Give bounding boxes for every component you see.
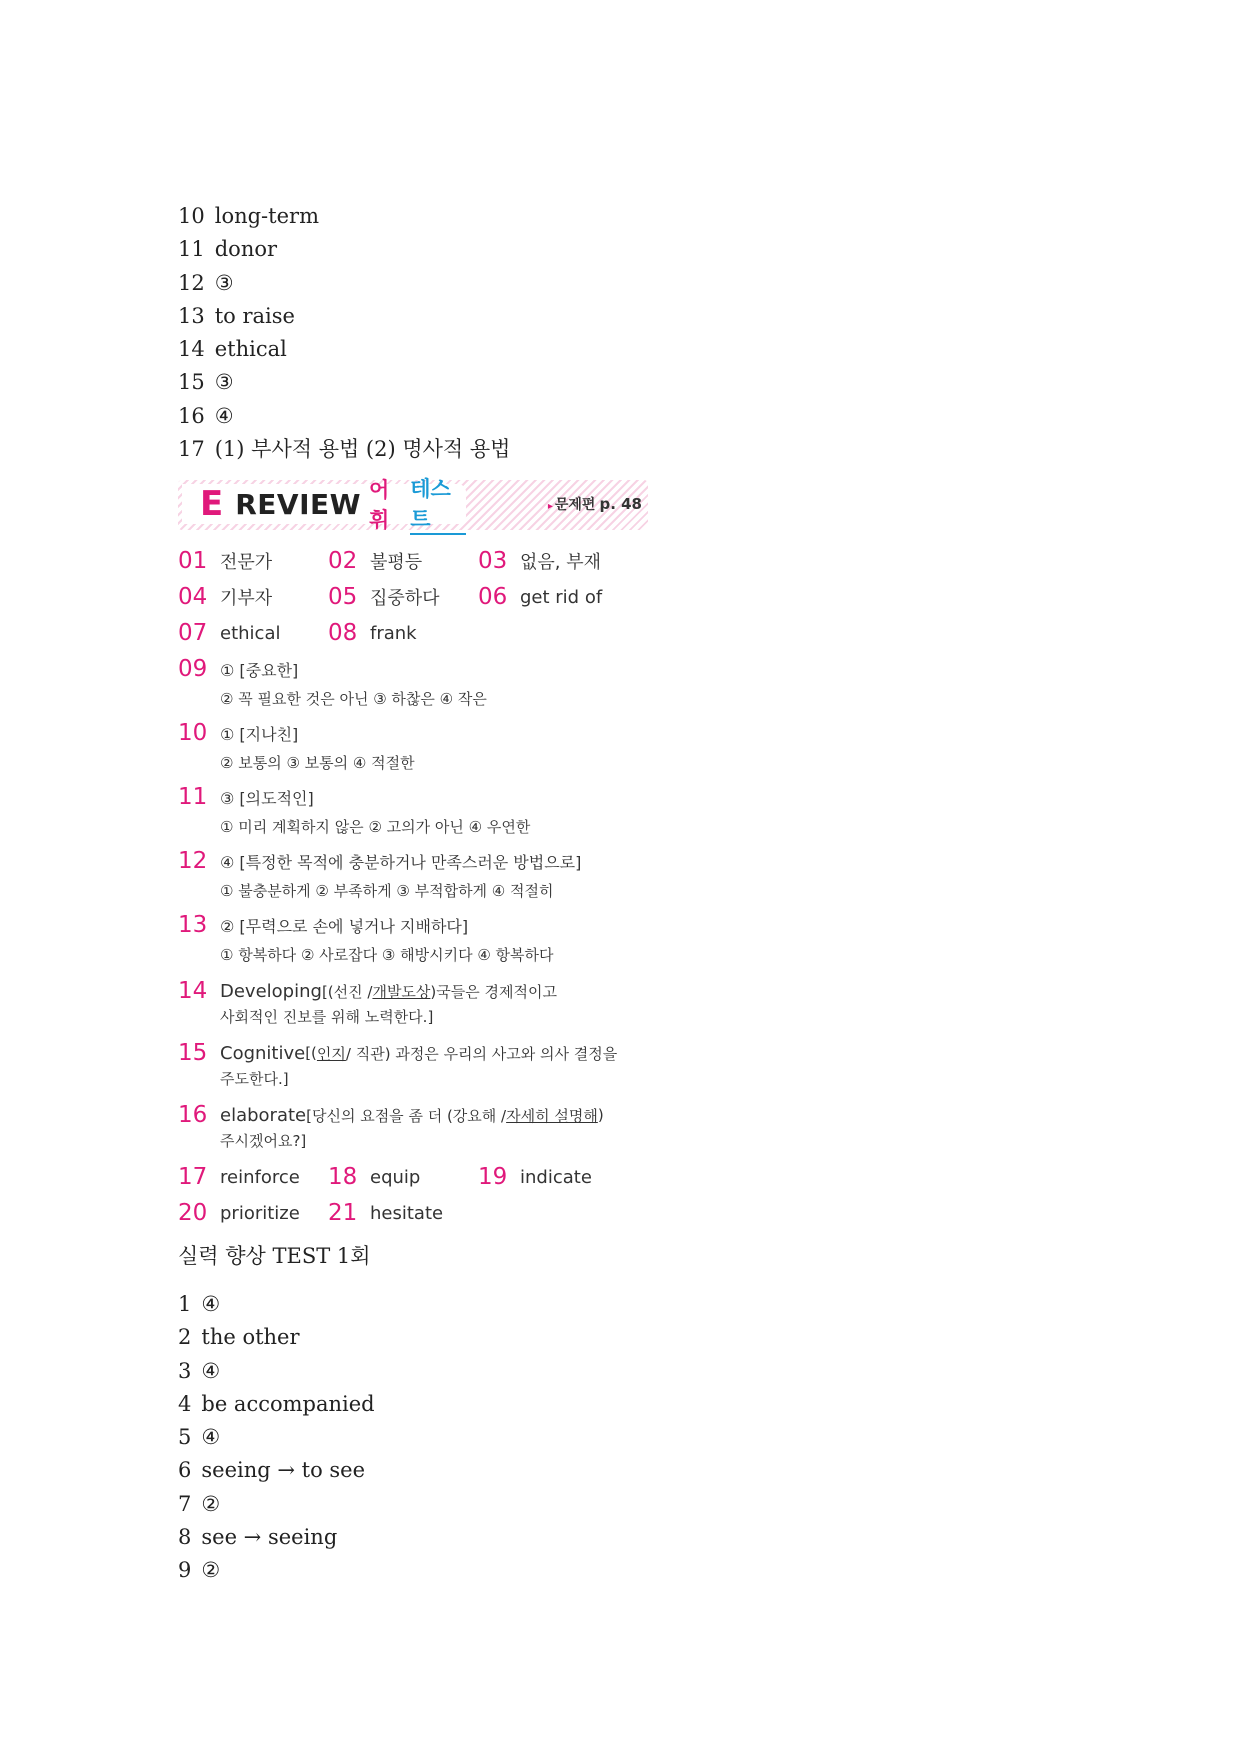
item-underlined-answer: 자세히 설명해 — [506, 1106, 598, 1125]
review-item — [178, 784, 314, 810]
item-sentence-cont: 주도한다.] — [220, 1070, 289, 1088]
item-sentence-part: )국들은 경제적이고 — [430, 982, 557, 1001]
answer-number: 14 — [178, 337, 205, 362]
item-number: 10 — [178, 720, 208, 746]
answer-text: ④ — [214, 403, 234, 428]
item-answer: ④ [특정한 목적에 충분하거나 만족스러운 방법으로] — [220, 852, 582, 872]
item-answer: ② [무력으로 손에 넣거나 지배하다] — [220, 916, 469, 936]
answer-text: be accompanied — [201, 1391, 375, 1416]
answer-text: (1) 부사적 용법 (2) 명사적 용법 — [214, 437, 511, 462]
answer-text: ② — [201, 1491, 221, 1516]
item-sentence-cont: 사회적인 진보를 위해 노력한다.] — [220, 1008, 434, 1026]
item-number: 18 — [328, 1164, 358, 1190]
item-sentence-part: [( — [305, 1044, 317, 1062]
answer-text: ③ — [214, 370, 234, 395]
answer-item — [178, 200, 510, 233]
answer-text: donor — [214, 237, 278, 262]
answer-text: ② — [201, 1558, 221, 1583]
answer-text: ③ — [214, 270, 234, 295]
item-sentence-cont: 주시겠어요?] — [220, 1132, 307, 1150]
answer-number: 8 — [178, 1525, 192, 1550]
item-number: 04 — [178, 584, 208, 610]
answer-number: 1 — [178, 1292, 192, 1316]
item-choices: ② 보통의 ③ 보통의 ④ 적절한 — [220, 754, 415, 772]
answer-item — [178, 1454, 375, 1487]
review-item — [478, 1164, 592, 1190]
answer-item — [178, 267, 510, 300]
item-text: 집중하다 — [370, 588, 440, 609]
item-text: 없음, 부재 — [520, 552, 601, 573]
banner-test-label: 테스트 — [410, 473, 466, 535]
answer-item — [178, 1521, 375, 1554]
review-banner — [178, 477, 648, 532]
item-number: 06 — [478, 584, 508, 610]
answer-text: seeing → to see — [201, 1458, 366, 1483]
item-number: 01 — [178, 548, 208, 574]
item-number: 16 — [178, 1102, 208, 1128]
answer-number: 15 — [178, 370, 205, 395]
answer-item — [178, 366, 510, 399]
banner-vocab-label: 어휘 — [369, 478, 390, 532]
section-letter: E — [200, 484, 224, 524]
item-number: 09 — [178, 656, 208, 682]
answer-list-top — [178, 200, 510, 466]
answer-item — [178, 233, 510, 266]
answer-text: long-term — [214, 204, 319, 228]
item-word: Cognitive — [220, 1042, 306, 1064]
item-text: 전문가 — [220, 552, 273, 573]
review-item — [328, 1200, 443, 1226]
item-word: Developing — [220, 980, 322, 1002]
answer-item — [178, 333, 510, 366]
item-number: 14 — [178, 978, 208, 1004]
item-number: 12 — [178, 848, 208, 874]
answer-item — [178, 1321, 375, 1354]
item-text: prioritize — [220, 1202, 300, 1224]
answer-item — [178, 1488, 375, 1521]
answer-item — [178, 433, 510, 466]
answer-list-bottom — [178, 1288, 375, 1588]
review-item — [178, 912, 468, 938]
review-item — [178, 1040, 617, 1066]
item-number: 05 — [328, 584, 358, 610]
review-item — [178, 620, 280, 646]
page-reference — [548, 494, 642, 514]
item-text: indicate — [520, 1166, 592, 1188]
answer-text: the other — [201, 1325, 300, 1350]
review-item — [178, 1164, 300, 1190]
answer-text: ④ — [201, 1292, 221, 1316]
answer-item — [178, 1355, 375, 1388]
answer-number: 11 — [178, 237, 205, 262]
answer-number: 7 — [178, 1491, 192, 1516]
answer-item — [178, 300, 510, 333]
answer-text: to raise — [214, 303, 295, 328]
review-item — [178, 656, 298, 682]
review-item — [478, 548, 601, 574]
review-item — [178, 548, 272, 574]
item-text: get rid of — [520, 586, 603, 608]
item-text: equip — [370, 1166, 421, 1188]
answer-number: 12 — [178, 270, 205, 295]
item-answer: ① [지나친] — [220, 724, 299, 744]
item-choices: ① 미리 계획하지 않은 ② 고의가 아닌 ④ 우연한 — [220, 818, 531, 836]
answer-number: 3 — [178, 1358, 192, 1383]
answer-number: 5 — [178, 1425, 192, 1450]
review-item — [328, 548, 422, 574]
item-underlined-answer: 개발도상 — [372, 982, 431, 1001]
answer-item — [178, 400, 510, 433]
review-item — [328, 620, 417, 646]
item-text: 기부자 — [220, 588, 273, 609]
review-item — [178, 978, 557, 1004]
answer-number: 2 — [178, 1325, 192, 1350]
review-item — [178, 1200, 300, 1226]
answer-item — [178, 1554, 375, 1587]
review-item — [178, 848, 581, 874]
item-sentence-part: [당신의 요점을 좀 더 (강요해 / — [306, 1106, 507, 1125]
triangle-right-icon: ▸ — [547, 501, 553, 512]
answer-number: 13 — [178, 303, 205, 328]
answer-item — [178, 1421, 375, 1454]
answer-number: 6 — [178, 1458, 192, 1483]
item-text: frank — [370, 622, 417, 644]
answer-text: ④ — [201, 1358, 221, 1383]
item-text: reinforce — [220, 1166, 300, 1188]
review-panel — [178, 477, 648, 1226]
answer-number: 4 — [178, 1391, 192, 1416]
review-item — [328, 1164, 420, 1190]
item-number: 02 — [328, 548, 358, 574]
item-number: 19 — [478, 1164, 508, 1190]
item-sentence-part: ) — [597, 1106, 604, 1124]
page-ref-number: p. 48 — [599, 495, 642, 513]
answer-item — [178, 1288, 375, 1321]
answer-text: see → seeing — [201, 1525, 338, 1550]
answer-item — [178, 1388, 375, 1421]
answer-number: 9 — [178, 1558, 192, 1583]
item-number: 17 — [178, 1164, 208, 1190]
answer-number: 17 — [178, 437, 205, 462]
item-word: elaborate — [220, 1104, 307, 1126]
answer-number: 10 — [178, 204, 205, 228]
banner-title-box — [182, 477, 466, 532]
page-ref-label: 문제편 — [554, 497, 596, 513]
item-choices: ① 항복하다 ② 사로잡다 ③ 해방시키다 ④ 항복하다 — [220, 946, 554, 964]
item-number: 15 — [178, 1040, 208, 1066]
item-number: 13 — [178, 912, 208, 938]
review-item — [178, 720, 298, 746]
item-choices: ② 꼭 필요한 것은 아닌 ③ 하찮은 ④ 작은 — [220, 690, 487, 708]
review-item — [178, 584, 272, 610]
review-item — [328, 584, 440, 610]
item-number: 11 — [178, 784, 208, 810]
item-number: 08 — [328, 620, 358, 646]
item-choices: ① 불충분하게 ② 부족하게 ③ 부적합하게 ④ 적절히 — [220, 882, 554, 900]
item-answer: ③ [의도적인] — [220, 788, 314, 808]
item-number: 03 — [478, 548, 508, 574]
section-title: 실력 향상 TEST 1회 — [178, 1244, 371, 1268]
item-answer: ① [중요한] — [220, 660, 299, 680]
item-number: 07 — [178, 620, 208, 646]
banner-title: REVIEW — [235, 487, 362, 521]
answer-number: 16 — [178, 403, 205, 428]
item-number: 21 — [328, 1200, 358, 1226]
item-number: 20 — [178, 1200, 208, 1226]
review-item — [478, 584, 602, 610]
answer-text: ethical — [214, 337, 287, 362]
item-sentence-part: / 직관) 과정은 우리의 사고와 의사 결정을 — [345, 1044, 618, 1063]
item-text: hesitate — [370, 1202, 444, 1224]
item-text: ethical — [220, 622, 281, 644]
review-item — [178, 1102, 604, 1128]
item-text: 불평등 — [370, 552, 423, 573]
item-sentence-part: [(선진 / — [321, 982, 373, 1001]
item-underlined-answer: 인지 — [316, 1044, 346, 1063]
answer-text: ④ — [201, 1425, 221, 1450]
